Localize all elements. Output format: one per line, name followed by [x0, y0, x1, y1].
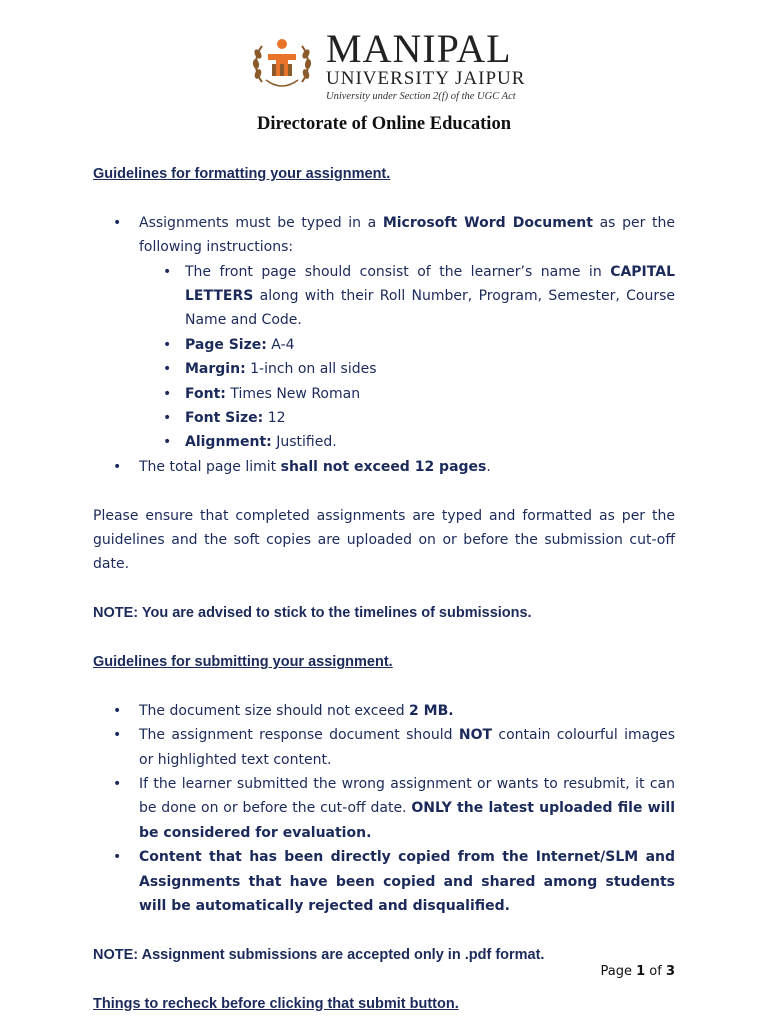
list-item-emphasis: 2 MB. — [409, 702, 454, 719]
list-item-emphasis: ONLY the latest uploaded file will be considered for evaluation. — [139, 800, 676, 841]
sublist-item — [139, 260, 675, 333]
sublist-item-value: 12 — [263, 410, 286, 427]
document-body — [93, 162, 675, 1016]
list-item — [93, 845, 675, 918]
brand-subtitle: UNIVERSITY JAIPUR — [326, 68, 526, 89]
list-item — [93, 211, 675, 455]
sublist-item-emphasis: CAPITAL LETTERS — [185, 263, 675, 305]
timeline-note: NOTE: You are advised to stick to the timelines of submissions. — [93, 605, 532, 622]
ensure-paragraph: Please ensure that completed assignments are typed and formatted as per the guidelines and the soft copies are uploaded on or before the submission cut-off date. — [93, 507, 675, 573]
university-logo — [248, 26, 528, 102]
list-item-text: The assignment response document should — [139, 727, 459, 744]
sublist-item-label: Page Size: — [185, 336, 267, 353]
list-item-text: The total page limit — [139, 458, 281, 475]
list-item-text: as per the following instructions: — [139, 214, 675, 256]
submitting-list — [93, 699, 675, 919]
sublist-item — [139, 382, 675, 406]
list-item-emphasis: Content that has been directly copied from the Internet/SLM and Assignments that have been copied and shared among students will be automatically rejected and disqualified. — [139, 849, 675, 915]
list-item — [93, 723, 675, 772]
list-item-emphasis: NOT — [458, 727, 493, 744]
sublist-item — [139, 406, 675, 430]
page-label: Page — [600, 964, 637, 979]
list-item-text: The document size should not exceed — [139, 702, 410, 719]
list-item-emphasis: Microsoft Word Document — [382, 214, 593, 231]
list-item-text: . — [486, 458, 491, 475]
current-page: 1 — [636, 964, 646, 979]
brand-text — [326, 26, 526, 104]
page-number — [601, 964, 676, 979]
formatting-sublist — [139, 260, 675, 455]
brand-name: MANIPAL — [326, 26, 512, 71]
list-item — [93, 699, 675, 723]
list-item — [93, 455, 675, 479]
sublist-item-label: Alignment: — [185, 434, 272, 451]
sublist-item-value: Justified. — [271, 434, 337, 451]
of-label: of — [645, 964, 666, 979]
list-item — [93, 772, 675, 845]
sublist-item-label: Margin: — [185, 361, 246, 378]
sublist-item-text: The front page should consist of the learner’s name in — [185, 263, 611, 280]
sublist-item — [139, 333, 675, 357]
sublist-item — [139, 357, 675, 381]
pdf-format-note: NOTE: Assignment submissions are accepted only in .pdf format. — [93, 946, 545, 963]
formatting-heading: Guidelines for formatting your assignment. — [93, 166, 391, 182]
university-seal-icon — [248, 30, 316, 98]
sublist-item-value: 1-inch on all sides — [245, 361, 377, 378]
list-item-emphasis: shall not exceed 12 pages — [280, 458, 487, 475]
sublist-item-value: A-4 — [266, 336, 295, 353]
sublist-item-label: Font Size: — [185, 410, 264, 427]
total-pages: 3 — [665, 964, 675, 979]
sublist-item-label: Font: — [185, 385, 226, 402]
list-item-text: Assignments must be typed in a — [139, 214, 383, 231]
sublist-item-text: along with their Roll Number, Program, Semester, Course Name and Code. — [185, 288, 675, 329]
brand-tagline: University under Section 2(f) of the UGC Act — [326, 91, 516, 102]
directorate-title: Directorate of Online Education — [256, 114, 511, 134]
sublist-item — [139, 430, 675, 454]
recheck-heading: Things to recheck before clicking that submit button. — [93, 995, 459, 1012]
sublist-item-value: Times New Roman — [225, 385, 361, 402]
list-item-text: contain colourful images or highlighted text content. — [139, 727, 675, 768]
list-item-text: If the learner submitted the wrong assignment or wants to resubmit, it can be done on or before the cut-off date. — [139, 776, 675, 817]
formatting-list — [93, 211, 675, 479]
submitting-heading: Guidelines for submitting your assignment. — [93, 654, 393, 671]
